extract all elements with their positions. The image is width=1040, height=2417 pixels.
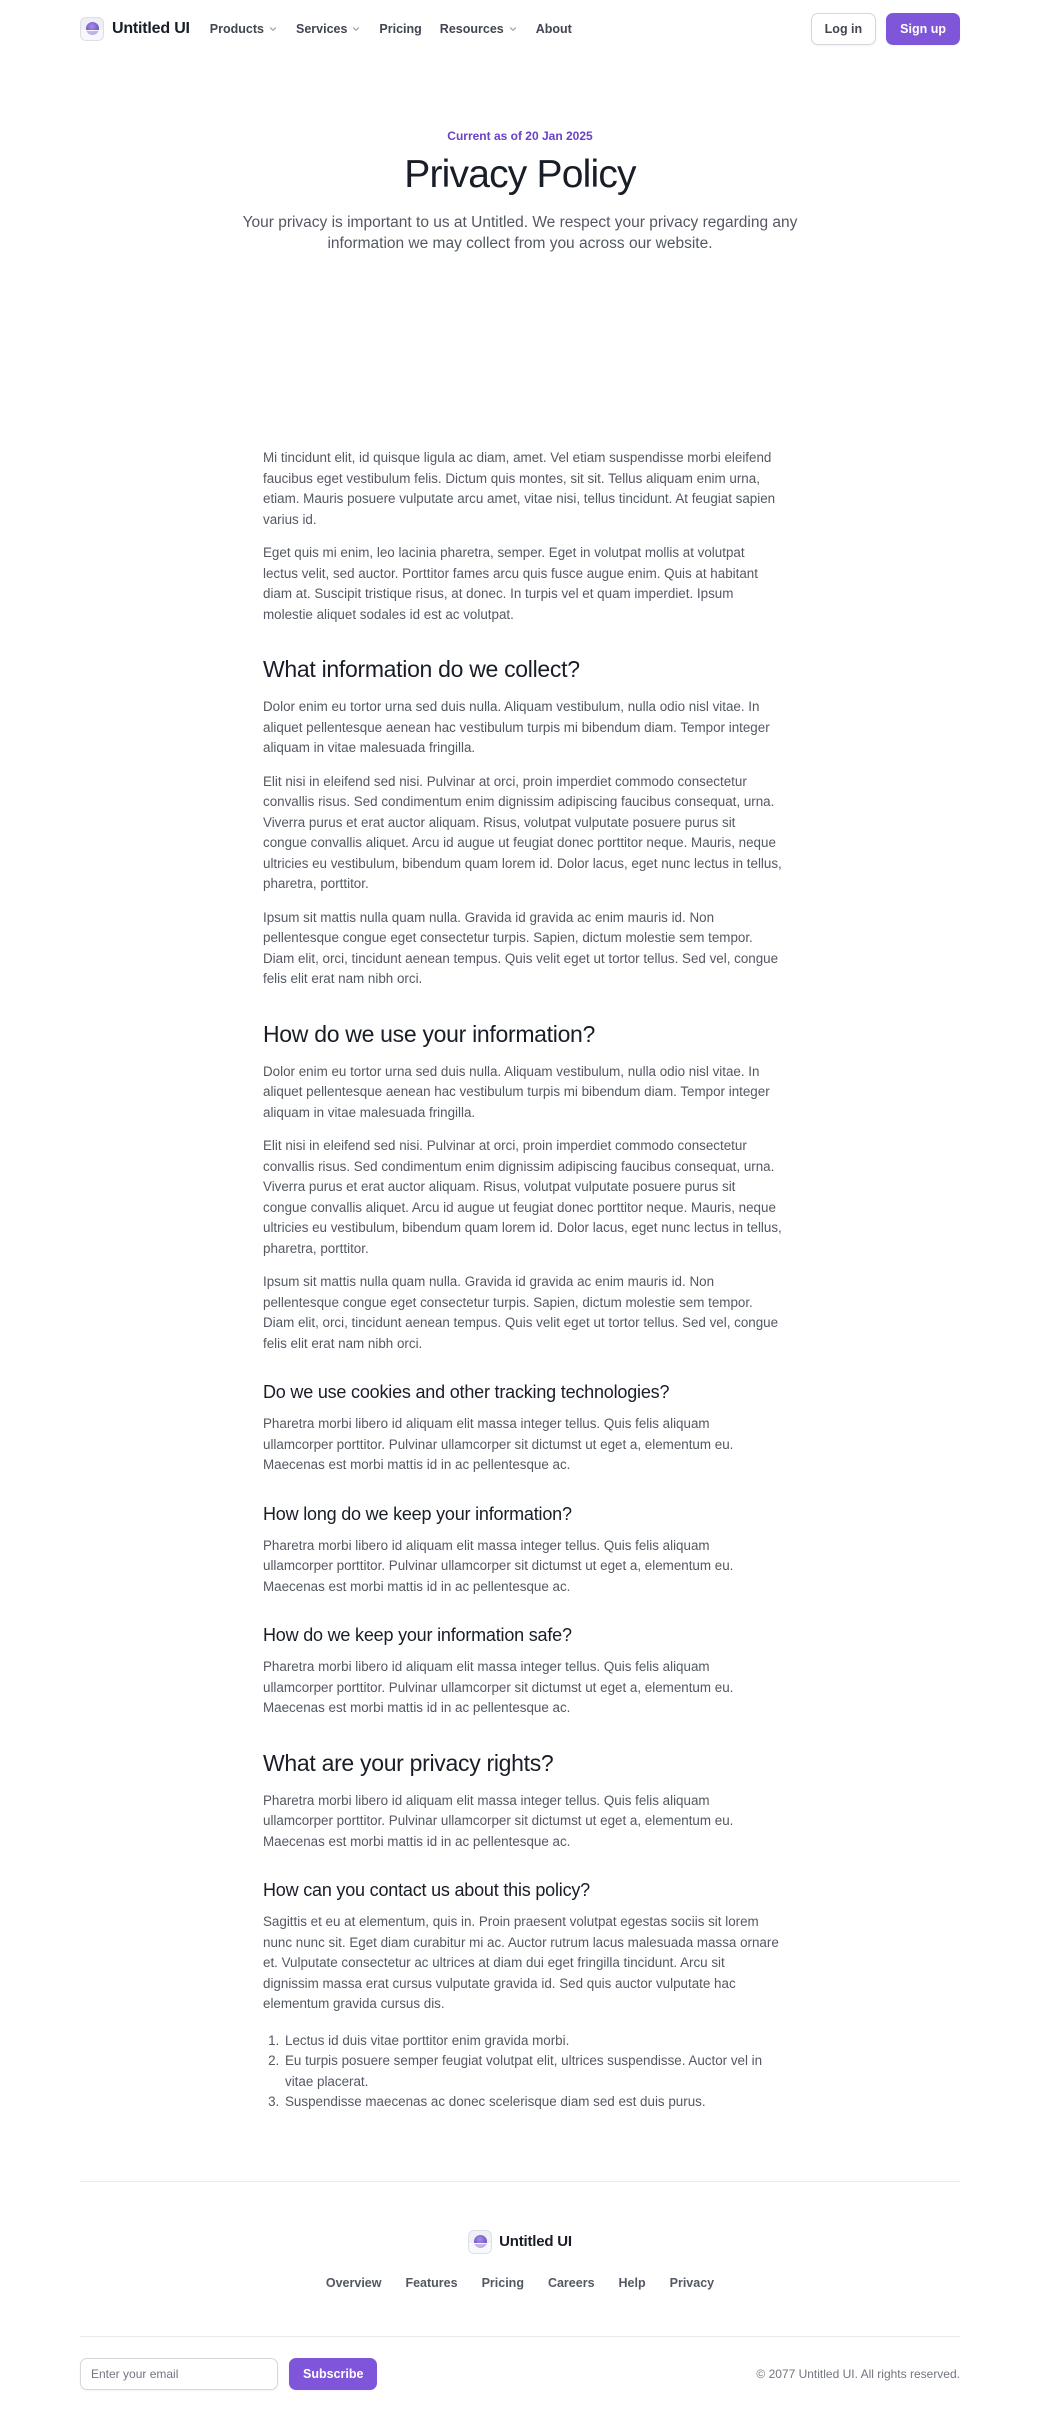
intro-paragraph: Mi tincidunt elit, id quisque ligula ac diam, amet. Vel etiam suspendisse morbi eleifend faucibus eget vestibulum felis. Dictum quis montes, sit sit. Tellus aliquam enim urna, etiam. Mauris posuere vulputate arcu amet, vitae nisi, tellus tincidunt. At feugiat sapien varius id. <box>263 450 776 527</box>
contact-list <box>263 2031 783 2113</box>
nav-item-about[interactable] <box>536 22 572 36</box>
page-subtitle: Your privacy is important to us at Untitled. We respect your privacy regarding any information we may collect from you across our website. <box>242 214 798 252</box>
policy-content <box>263 448 783 2113</box>
page-title: Privacy Policy <box>404 153 636 196</box>
section-paragraph: Elit nisi in eleifend sed nisi. Pulvinar at orci, proin imperdiet commodo consectetur convallis risus. Sed condimentum enim dignissim adipiscing faucibus consequat, urna. Viverra purus et erat auctor aliquam. Risus, volutpat vulputate posuere purus sit congue convallis aliquet. Arcu id augue ut feugiat donec porttitor neque. Mauris, neque ultricies eu vestibulum, bibendum quam lorem id. Dolor lacus, eget nunc lectus in tellus, pharetra, porttitor. <box>263 1138 782 1256</box>
footer-bottom <box>80 2337 960 2417</box>
section-paragraph: Pharetra morbi libero id aliquam elit massa integer tellus. Quis felis aliquam ullamcorper porttitor. Pulvinar ullamcorper sit dictumst ut eget a, elementum eu. Maecenas est morbi mattis id in ac pellentesque ac. <box>263 1659 734 1715</box>
section-paragraph: Pharetra morbi libero id aliquam elit massa integer tellus. Quis felis aliquam ullamcorper porttitor. Pulvinar ullamcorper sit dictumst ut eget a, elementum eu. Maecenas est morbi mattis id in ac pellentesque ac. <box>263 1416 734 1472</box>
chevron-down-icon <box>508 24 518 34</box>
footer-link-help[interactable]: Help <box>618 2275 646 2290</box>
brand-name: Untitled UI <box>112 20 190 37</box>
intro-paragraph: Eget quis mi enim, leo lacinia pharetra, semper. Eget in volutpat mollis at volutpat lectus velit, sed auctor. Porttitor fames arcu quis fusce augue enim. Quis at habitant diam at. Suscipit tristique risus, at donec. In turpis vel et quam imperdiet. Ipsum molestie aliquet sodales id est ac volutpat. <box>263 545 758 622</box>
nav-item-resources[interactable] <box>440 22 518 36</box>
footer-brand-name: Untitled UI <box>499 2233 572 2250</box>
section-paragraph: Dolor enim eu tortor urna sed duis nulla. Aliquam vestibulum, nulla odio nisl vitae. In aliquet pellentesque aenean hac vestibulum turpis mi bibendum diam. Tempor integer aliquam in vitae malesuada fringilla. <box>263 1063 770 1120</box>
footer-divider <box>80 2181 960 2182</box>
list-item: 3. Suspendisse maecenas ac donec scelerisque diam sed est duis purus. <box>283 2092 783 2113</box>
list-item: 2. Eu turpis posuere semper feugiat volutpat elit, ultrices suspendisse. Auctor vel in vitae placerat. <box>283 2051 783 2092</box>
list-item: 1. Lectus id duis vitae porttitor enim gravida morbi. <box>283 2031 783 2052</box>
section-heading-contact: How can you contact us about this policy? <box>263 1880 590 1900</box>
footer-link-overview[interactable]: Overview <box>325 2275 382 2290</box>
section-heading-use: How do we use your information? <box>263 1020 596 1047</box>
main-nav <box>210 22 572 36</box>
section-heading-rights: What are your privacy rights? <box>263 1749 554 1776</box>
copyright-text: © 2077 Untitled UI. All rights reserved. <box>756 2366 960 2381</box>
section-heading-safety: How do we keep your information safe? <box>263 1625 572 1645</box>
chevron-down-icon <box>351 24 361 34</box>
chevron-down-icon <box>268 24 278 34</box>
nav-item-label: About <box>535 22 572 36</box>
section-heading-collect: What information do we collect? <box>263 656 580 682</box>
header-inner <box>80 0 960 58</box>
header-actions <box>811 13 960 45</box>
nav-item-label: Services <box>295 22 348 36</box>
login-button[interactable]: Log in <box>811 13 877 45</box>
subscribe-button[interactable]: Subscribe <box>289 2358 377 2390</box>
section-paragraph: Ipsum sit mattis nulla quam nulla. Gravida id gravida ac enim mauris id. Non pellentesque congue eget consectetur turpis. Sapien, dictum molestie sem tempor. Diam elit, orci, tincidunt aenean tempus. Quis velit eget ut tortor tellus. Sed vel, congue felis elit erat nam nibh orci. <box>263 1274 779 1351</box>
nav-item-label: Pricing <box>379 22 422 36</box>
section-paragraph: Dolor enim eu tortor urna sed duis nulla. Aliquam vestibulum, nulla odio nisl vitae. In aliquet pellentesque aenean hac vestibulum turpis mi bibendum diam. Tempor integer aliquam in vitae malesuada fringilla. <box>263 699 770 755</box>
brand-logo-link[interactable] <box>80 17 190 41</box>
nav-item-services[interactable] <box>296 22 361 36</box>
hero-section <box>0 58 1040 448</box>
footer-nav <box>0 2276 1040 2290</box>
footer-logo-link[interactable] <box>0 2230 1040 2254</box>
footer-link-privacy[interactable]: Privacy <box>669 2275 715 2290</box>
logo-icon <box>80 17 104 41</box>
site-header <box>0 0 1040 58</box>
newsletter-email-input[interactable] <box>80 2358 278 2390</box>
site-footer <box>0 2181 1040 2417</box>
section-paragraph: Ipsum sit mattis nulla quam nulla. Gravida id gravida ac enim mauris id. Non pellentesque congue eget consectetur turpis. Sapien, dictum molestie sem tempor. Diam elit, orci, tincidunt aenean tempus. Quis velit eget ut tortor tellus. Sed vel, congue felis elit erat nam nibh orci. <box>263 909 779 986</box>
section-paragraph: Elit nisi in eleifend sed nisi. Pulvinar at orci, proin imperdiet commodo consectetur convallis risus. Sed condimentum enim dignissim adipiscing faucibus consequat, urna. Viverra purus et erat auctor aliquam. Risus, volutpat vulputate posuere purus sit congue convallis aliquet. Arcu id augue ut feugiat donec porttitor neque. Mauris, neque ultricies eu vestibulum, bibendum quam lorem id. Dolor lacus, eget nunc lectus in tellus, pharetra, porttitor. <box>263 773 782 891</box>
nav-item-label: Resources <box>439 22 504 36</box>
logo-icon <box>468 2230 492 2254</box>
footer-link-features[interactable]: Features <box>405 2275 458 2290</box>
footer-link-careers[interactable]: Careers <box>547 2275 595 2290</box>
section-paragraph: Pharetra morbi libero id aliquam elit massa integer tellus. Quis felis aliquam ullamcorper porttitor. Pulvinar ullamcorper sit dictumst ut eget a, elementum eu. Maecenas est morbi mattis id in ac pellentesque ac. <box>263 1792 734 1849</box>
section-heading-retention: How long do we keep your information? <box>263 1503 572 1524</box>
nav-item-label: Products <box>209 22 264 36</box>
section-paragraph: Pharetra morbi libero id aliquam elit massa integer tellus. Quis felis aliquam ullamcorper porttitor. Pulvinar ullamcorper sit dictumst ut eget a, elementum eu. Maecenas est morbi mattis id in ac pellentesque ac. <box>263 1537 734 1594</box>
nav-item-pricing[interactable] <box>379 22 421 36</box>
signup-button[interactable]: Sign up <box>886 13 960 45</box>
section-heading-cookies: Do we use cookies and other tracking technologies? <box>263 1382 670 1402</box>
footer-link-pricing[interactable]: Pricing <box>481 2275 524 2290</box>
nav-item-products[interactable] <box>210 22 278 36</box>
last-updated-date: Current as of 20 Jan 2025 <box>447 129 593 143</box>
section-paragraph: Sagittis et eu at elementum, quis in. Proin praesent volutpat egestas sociis sit lorem nunc nunc sit. Eget diam curabitur mi ac. Auctor rutrum lacus malesuada massa ornare et. Vulputate consectetur ac ultrices at diam dui eget fringilla tincidunt. Arcu sit dignissim massa erat cursus vulputate gravida id. Sed quis auctor vulputate hac elementum gravida cursus dis. <box>263 1914 779 2011</box>
